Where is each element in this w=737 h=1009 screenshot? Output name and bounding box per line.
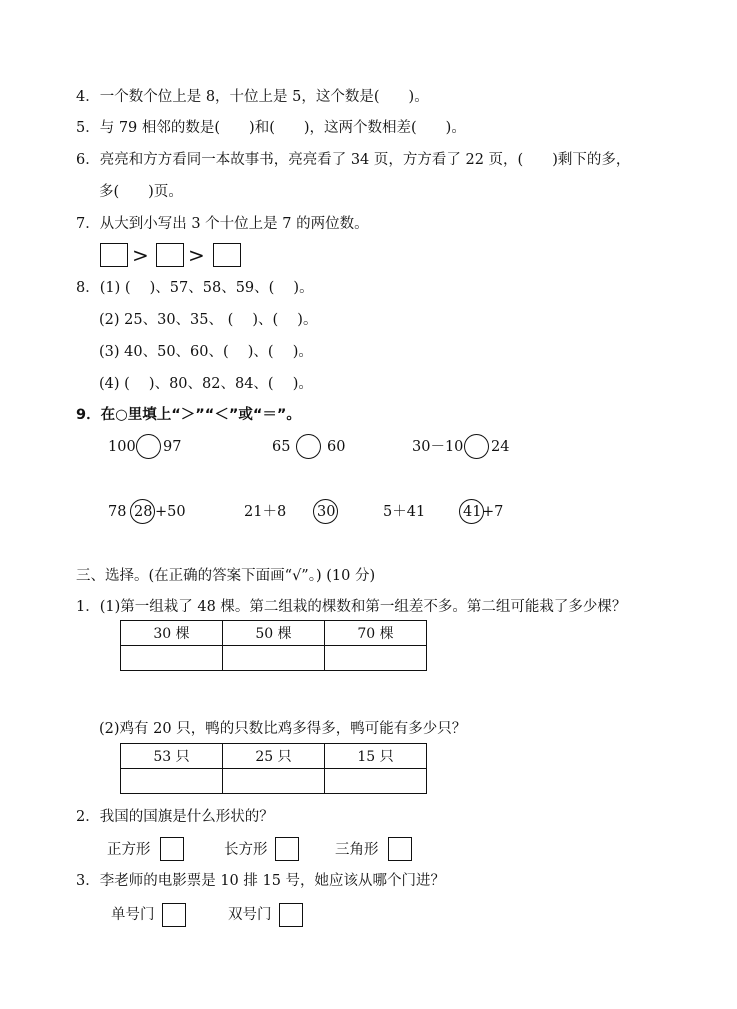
choice-option: 70 棵	[325, 621, 427, 646]
compare-left: 78	[108, 504, 127, 520]
choice-option: 30 棵	[121, 621, 223, 646]
choice-option: 15 只	[325, 744, 427, 769]
compare-circle[interactable]	[136, 434, 161, 459]
option-label: 三角形	[335, 842, 379, 858]
compare-left: 5＋41	[383, 504, 426, 520]
answer-cell[interactable]	[121, 769, 223, 794]
question-4: 4．一个数个位上是 8，十位上是 5，这个数是( )。	[76, 89, 429, 105]
answer-cell[interactable]	[223, 646, 325, 671]
section-3-heading: 三、选择。(在正确的答案下面画“√”。) (10 分)	[76, 568, 376, 584]
compare-circle[interactable]	[296, 434, 321, 459]
compare-right: +7	[482, 504, 504, 520]
answer-box[interactable]	[160, 837, 184, 861]
question-8-part2: (2) 25、30、35、 ( )、( )。	[99, 312, 318, 328]
answer-box[interactable]	[275, 837, 299, 861]
question-5: 5．与 79 相邻的数是( )和( )，这两个数相差( )。	[76, 120, 466, 136]
section-3-q3: 3．李老师的电影票是 10 排 15 号，她应该从哪个门进？	[76, 873, 446, 889]
compare-circle-text: 41	[463, 504, 482, 520]
question-8-part3: (3) 40、50、60、( )、( )。	[99, 344, 313, 360]
compare-circle-text: 30	[317, 504, 336, 520]
compare-circle[interactable]	[464, 434, 489, 459]
greater-than-symbol: >	[188, 243, 205, 267]
section-3-q2: 2．我国的国旗是什么形状的？	[76, 809, 274, 825]
answer-cell[interactable]	[223, 769, 325, 794]
option-label: 单号门	[111, 907, 155, 923]
choice-table-2	[120, 743, 427, 794]
compare-right: +50	[155, 504, 186, 520]
section-3-q1-part2: (2)鸡有 20 只，鸭的只数比鸡多得多，鸭可能有多少只？	[99, 721, 467, 737]
choice-option: 50 棵	[223, 621, 325, 646]
answer-box-3[interactable]	[213, 243, 241, 267]
question-6-line1: 6．亮亮和方方看同一本故事书，亮亮看了 34 页，方方看了 22 页，( )剩下的多，	[76, 152, 631, 168]
compare-circle-text: 28	[134, 504, 153, 520]
section-3-q1-part1: 1．(1)第一组栽了 48 棵。第二组栽的棵数和第一组差不多。第二组可能栽了多少棵？	[76, 599, 627, 615]
answer-cell[interactable]	[121, 646, 223, 671]
question-7: 7．从大到小写出 3 个十位上是 7 的两位数。	[76, 216, 369, 232]
compare-right: 97	[163, 439, 182, 455]
choice-option: 25 只	[223, 744, 325, 769]
answer-cell[interactable]	[325, 769, 427, 794]
choice-table-1	[120, 620, 427, 671]
greater-than-symbol: >	[132, 243, 149, 267]
answer-box[interactable]	[388, 837, 412, 861]
question-8-part4: (4) ( )、80、82、84、( )。	[99, 376, 313, 392]
answer-box[interactable]	[279, 903, 303, 927]
compare-right: 24	[491, 439, 510, 455]
compare-left: 100	[108, 439, 136, 455]
answer-box-2[interactable]	[156, 243, 184, 267]
answer-cell[interactable]	[325, 646, 427, 671]
answer-box[interactable]	[162, 903, 186, 927]
option-label: 正方形	[107, 842, 151, 858]
compare-right: 60	[327, 439, 346, 455]
option-label: 长方形	[224, 842, 268, 858]
compare-left: 21＋8	[244, 504, 287, 520]
compare-left: 30－10	[412, 439, 464, 455]
compare-left: 65	[272, 439, 291, 455]
option-label: 双号门	[228, 907, 272, 923]
question-9-title: 9．在○里填上“＞”“＜”或“＝”。	[76, 407, 301, 423]
question-6-line2: 多( )页。	[99, 184, 183, 200]
choice-option: 53 只	[121, 744, 223, 769]
question-8-part1: 8．(1) ( )、57、58、59、( )。	[76, 280, 314, 296]
answer-box-1[interactable]	[100, 243, 128, 267]
